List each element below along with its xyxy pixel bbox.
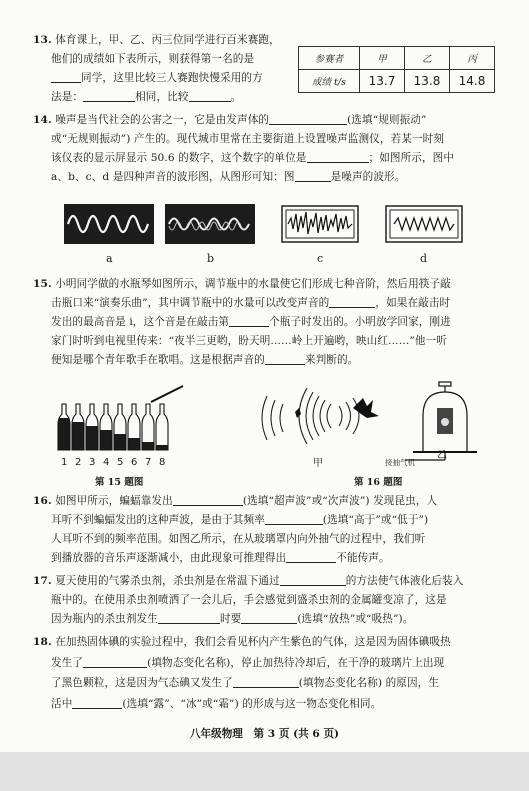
bottle-number: 7 <box>145 457 152 468</box>
q18-line1 <box>33 635 451 649</box>
table-row-label: 成绩 t/s <box>299 70 360 93</box>
q17-text3c: (选填“放热”或“吸热”)。 <box>297 613 414 625</box>
q14-text1b: (选填“规则振动” <box>347 114 427 126</box>
fig15-caption: 第 15 题图 <box>95 477 144 488</box>
table-header-jia: 甲 <box>360 47 405 70</box>
q15-text3a: 发出的最高音是 i，这个音是在敲击第 <box>51 316 230 328</box>
bottle-numbers <box>61 456 173 470</box>
q15-blank3[interactable] <box>265 353 305 365</box>
q15-line2 <box>51 296 450 310</box>
q15-text4: 家门时听到电视里传来：“夜半三更哟，盼天明……岭上开遍哟，映山红……”他一听 <box>51 335 448 347</box>
q16-number: 16. <box>33 495 52 507</box>
q15-text2b: ，如果在敲击时 <box>375 297 451 309</box>
fig16-pump-label: 接抽气机 <box>385 458 415 467</box>
q13-line1 <box>33 33 280 47</box>
bottle-number: 2 <box>75 457 82 468</box>
q14-number: 14. <box>33 114 52 126</box>
q17-text3b: 时要 <box>219 613 242 625</box>
bottle-number: 4 <box>103 457 110 468</box>
q16-line1 <box>33 494 437 508</box>
q18-line4 <box>51 697 381 711</box>
table-header-bing: 丙 <box>450 47 495 70</box>
q18-number: 18. <box>33 636 52 648</box>
q17-number: 17. <box>33 575 52 587</box>
q15-text3b: 个瓶子时发出的。小明放学回家，刚进 <box>269 316 451 328</box>
bat-and-bell-jar-figure <box>255 378 495 466</box>
q13-text4b: 相同，比较 <box>135 91 189 103</box>
table-row <box>299 70 495 93</box>
q16-text1b: (选填“超声波”或“次声波”) 发现昆虫，人 <box>242 495 438 507</box>
q18-text4a: 活中 <box>51 698 73 710</box>
table-header-participant: 参赛者 <box>299 47 360 70</box>
q15-text5b: 来判断的。 <box>304 354 359 366</box>
q16-text2a: 耳听不到蝙蝠发出的这种声波，是由于其频率 <box>51 514 265 526</box>
q16-text4a: 到播放器的音乐声逐渐减小，由此现象可推理得出 <box>51 552 287 564</box>
q13-text2: 他们的成绩如下表所示，则获得第一名的是 <box>51 53 255 65</box>
water-bottles-figure <box>55 384 185 454</box>
q17-text2: 瓶中的。在使用杀虫剂喷洒了一会儿后，手会感觉到盛杀虫剂的金属罐变凉了，这是 <box>51 594 447 606</box>
q14-blank1[interactable] <box>269 113 347 125</box>
fig16-label-jia: 甲 <box>313 458 323 469</box>
q13-text4c: 。 <box>230 91 242 103</box>
q13-text1: 体育课上，甲、乙、丙三位同学进行百米赛跑， <box>55 34 280 46</box>
q15-text2a: 击瓶口来“演奏乐曲”，其中调节瓶中的水量可以改变声音的 <box>51 297 330 309</box>
q13-score-table <box>298 46 495 93</box>
q14-line1 <box>33 113 427 127</box>
q18-text1: 在加热固体碘的实验过程中，我们会看见杯内产生紫色的气体，这是因为固体碘吸热 <box>55 636 451 648</box>
q16-line2 <box>51 513 428 527</box>
q13-text3: 同学，这里比较三人赛跑快慢采用的方 <box>81 72 263 84</box>
q15-line1 <box>33 277 451 291</box>
q16-blank1[interactable] <box>173 494 243 506</box>
page-footer: 八年级物理 第 3 页 (共 6 页) <box>189 728 340 740</box>
q14-line2 <box>51 132 444 146</box>
bottle-number: 8 <box>159 457 166 468</box>
q14-text2a: 或“无规则振动” <box>51 133 127 145</box>
waveform-c-image <box>276 204 364 244</box>
q15-blank1[interactable] <box>329 296 375 308</box>
q16-text4b: 不能传声。 <box>336 552 390 564</box>
q14-text3a: 该仪表的显示屏显示 50.6 的数字，这个数字的单位是 <box>51 152 307 164</box>
q17-line2 <box>51 593 447 607</box>
bottle-number: 5 <box>117 457 124 468</box>
q15-number: 15. <box>33 278 52 290</box>
q15-line5 <box>51 353 358 367</box>
q17-blank1[interactable] <box>280 574 346 586</box>
q18-text2a: 发生了 <box>51 657 84 669</box>
q14-text3b: ；如图所示，图中 <box>368 152 455 164</box>
table-row <box>299 47 495 70</box>
table-header-yi: 乙 <box>405 47 450 70</box>
q13-line3 <box>51 71 263 85</box>
q17-text1b: 的方法使气体液化后装入 <box>345 575 464 587</box>
bottle-number: 1 <box>61 457 68 468</box>
q18-line3 <box>51 676 439 690</box>
waveform-d-image <box>380 204 468 244</box>
q15-line3 <box>51 315 451 329</box>
q14-text4b: 是噪声的波形。 <box>330 171 406 183</box>
q17-line1 <box>33 574 463 588</box>
table-cell-bing: 14.8 <box>450 70 495 93</box>
q15-text5a: 便知是哪个青年歌手在歌唱。这是根据声音的 <box>51 354 265 366</box>
q13-line4 <box>51 90 241 104</box>
q13-blank1[interactable] <box>51 71 81 83</box>
waveform-b-label: b <box>207 252 215 265</box>
fig16-caption: 第 16 题图 <box>354 477 403 488</box>
q15-line4 <box>51 334 447 348</box>
bottle-number: 6 <box>131 457 138 468</box>
q15-text1: 小明同学做的水瓶琴如图所示，调节瓶中的水量使它们形成七种音阶，然后用筷子敲 <box>55 278 451 290</box>
q15-blank2[interactable] <box>229 315 269 327</box>
q18-text3b: (填物态变化名称) 的原因，生 <box>298 677 440 689</box>
waveform-a-image <box>64 204 154 244</box>
q14-text2b: ) 产生的。现代城市里常在主要街道上设置噪声监测仪，若某一时刻 <box>126 133 445 145</box>
q17-blank3[interactable] <box>241 612 297 624</box>
q18-blank1[interactable] <box>83 656 147 668</box>
q18-blank3[interactable] <box>72 697 122 709</box>
waveform-c-label: c <box>317 252 324 265</box>
q16-line4 <box>51 551 390 565</box>
waveform-b-image <box>165 204 255 244</box>
q16-text3: 人耳听不到的频率范围。如图乙所示，在从玻璃罩内向外抽气的过程中，我们听 <box>51 533 426 545</box>
q16-line3 <box>51 532 425 546</box>
q14-text4a: a、b、c、d 是四种声音的波形图，从图形可知：图 <box>51 171 295 183</box>
q17-line3 <box>51 612 413 626</box>
q13-text4a: 法是： <box>51 91 84 103</box>
q14-blank2[interactable] <box>307 151 369 163</box>
waveform-d-label: d <box>420 252 428 265</box>
q14-blank3[interactable] <box>295 170 331 182</box>
q18-line2 <box>51 656 444 670</box>
fig16-label-yi: 乙 <box>437 450 447 461</box>
q17-text1a: 夏天使用的气雾杀虫剂，杀虫剂是在常温下通过 <box>55 575 280 587</box>
q18-blank2[interactable] <box>233 676 299 688</box>
q16-text2b: (选填“高于”或“低于”) <box>322 514 429 526</box>
q13-number: 13. <box>33 34 52 46</box>
viewer-bottom-bar <box>0 752 529 791</box>
q16-blank3[interactable] <box>286 551 336 563</box>
table-cell-yi: 13.8 <box>405 70 450 93</box>
q14-text1a: 噪声是当代社会的公害之一，它是由发声体的 <box>55 114 270 126</box>
q16-text1a: 如图甲所示，蝙蝠靠发出 <box>55 495 173 507</box>
bottle-number: 3 <box>89 457 96 468</box>
q17-text3a: 因为瓶内的杀虫剂发生 <box>51 613 158 625</box>
table-cell-jia: 13.7 <box>360 70 405 93</box>
q13-blank2[interactable] <box>83 90 135 102</box>
q17-blank2[interactable] <box>158 612 220 624</box>
q18-text2b: (填物态变化名称)，停止加热待冷却后，在干净的玻璃片上出现 <box>147 657 445 669</box>
q14-line3 <box>51 151 454 165</box>
q18-text3a: 了黑色颗粒，这是因为气态碘又发生了 <box>51 677 233 689</box>
waveform-a-label: a <box>106 252 113 265</box>
q16-blank2[interactable] <box>265 513 323 525</box>
q18-text4b: (选填“露”、“冰”或“霜”) 的形成与这一物态变化相同。 <box>122 698 382 710</box>
q13-line2 <box>51 52 254 66</box>
q13-blank3[interactable] <box>189 90 231 102</box>
q14-line4 <box>51 170 405 184</box>
